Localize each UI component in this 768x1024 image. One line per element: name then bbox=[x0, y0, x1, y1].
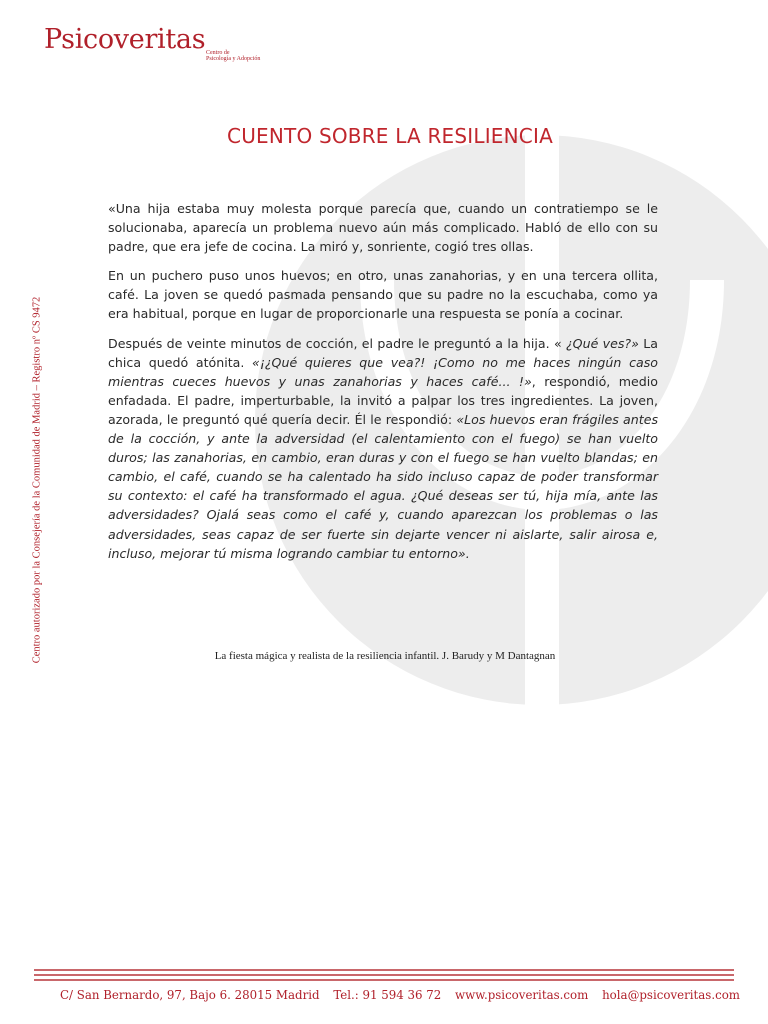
paragraph-1: «Una hija estaba muy molesta porque parecía que, cuando un contratiempo se le solucionaba, aparecía un problema nuevo aún más complicado. Habló de ello con su padre, que era jefe de cocina. La miró y, sonriente, cogió tres ollas. bbox=[108, 201, 658, 255]
footer-divider bbox=[34, 969, 734, 983]
footer-email[interactable]: hola@psicoveritas.com bbox=[602, 988, 740, 1002]
story-body bbox=[108, 199, 658, 573]
paragraph-3-part-1: Después de veinte minutos de cocción, el padre le preguntó a la hija. « bbox=[108, 335, 566, 351]
brand-logo[interactable] bbox=[44, 24, 284, 64]
logo-subtitle bbox=[206, 50, 260, 62]
registry-note-text: Centro autorizado por la Consejería de la Comunidad de Madrid – Registro nº CS 9472 bbox=[31, 296, 43, 664]
paragraph-3-part-2: La chica quedó atónita. bbox=[108, 335, 658, 370]
page-title: CUENTO SOBRE LA RESILIENCIA bbox=[227, 124, 553, 148]
paragraph-3-part-3: , respondió, medio enfadada. El padre, imperturbable, la invitó a palpar los tres ingredientes. La joven, azorada, le preguntó qué quería decir. Él le respondió: bbox=[108, 373, 658, 427]
paragraph-2: En un puchero puso unos huevos; en otro, unas zanahorias, y en una tercera ollita, café. La joven se quedó pasmada pensando que su padre no la escuchaba, como ya era habitual, porque en lugar de proporcionarle una respuesta se ponía a cocinar. bbox=[108, 268, 658, 322]
logo-subtitle-line1: Centro de bbox=[206, 50, 230, 56]
logo-name: Psicoveritas bbox=[44, 24, 206, 55]
paragraph-3-quote-3: «Los huevos eran frágiles antes de la cocción, y ante la adversidad (el calentamiento con el fuego) se han vuelto duros; las zanahorias, en cambio, eran duras y con el fuego se han vuelto blandas; en cambio, el café, cuando se ha calentado ha sido incluso capaz de poder transformar su contexto: el café ha transformado el agua. ¿Qué deseas ser tú, hija mía, ante las adversidades? Ojalá seas como el café y, cuando aparezcan los problemas o las adversidades, seas capaz de ser fuerte sin dejarte vencer ni aislarte, salir airosa e, incluso, mejorar tú misma logrando cambiar tu entorno». bbox=[108, 411, 659, 561]
logo-subtitle-line2: Psicología y Adopción bbox=[206, 56, 261, 62]
source-citation: La fiesta mágica y realista de la resiliencia infantil. J. Barudy y M Dantagnan bbox=[214, 650, 556, 662]
paragraph-3-quote-1: ¿Qué ves?» bbox=[566, 335, 639, 351]
paragraph-3-quote-2: «¡¿Qué quieres que vea?! ¡Como no me haces ningún caso mientras cueces huevos y unas zanahorias y haces café... !» bbox=[108, 354, 658, 389]
footer-website[interactable]: www.psicoveritas.com bbox=[455, 988, 589, 1002]
footer-address: C/ San Bernardo, 97, Bajo 6. 28015 Madrid bbox=[60, 988, 320, 1002]
footer bbox=[60, 988, 750, 1002]
footer-phone[interactable]: Tel.: 91 594 36 72 bbox=[333, 988, 442, 1002]
paragraph-3 bbox=[108, 334, 658, 563]
